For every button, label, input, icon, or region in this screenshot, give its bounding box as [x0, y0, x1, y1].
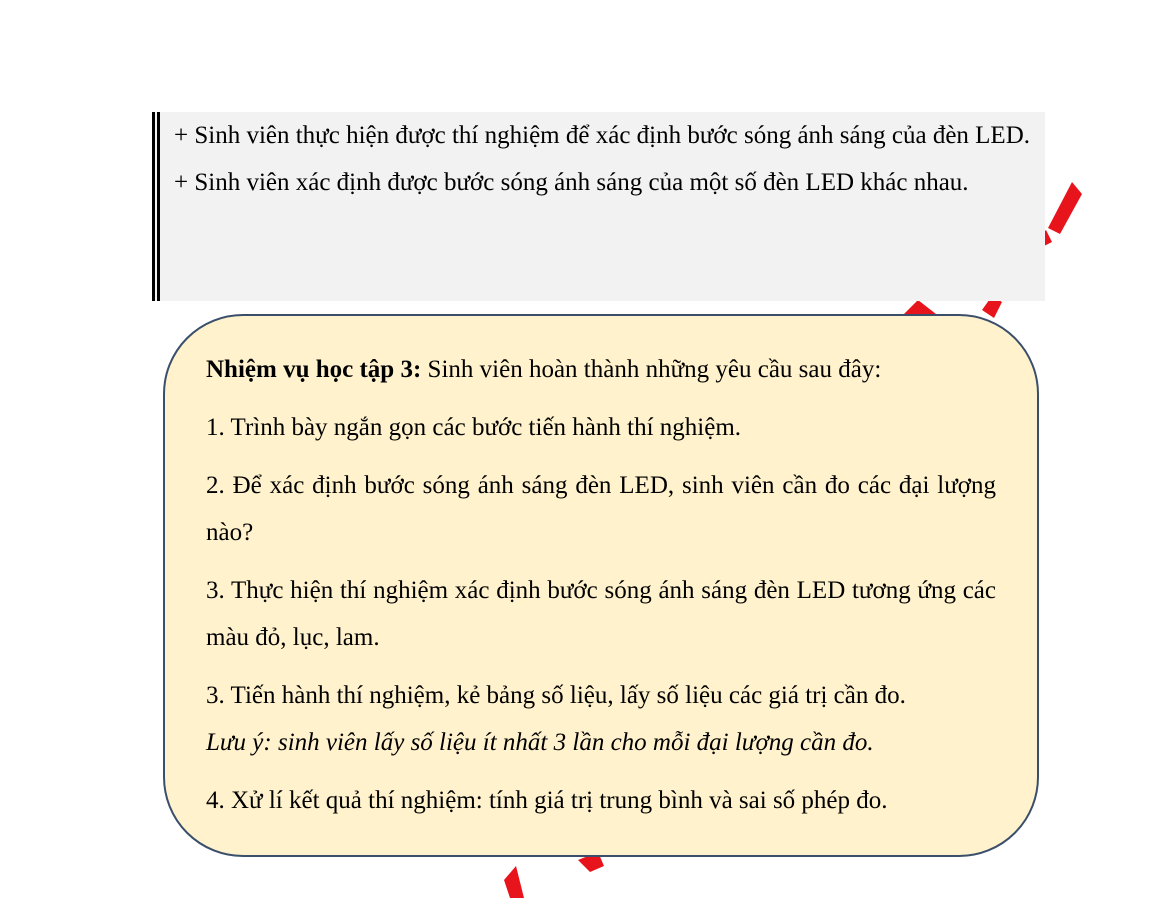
task-item-2: 2. Để xác định bước sóng ánh sáng đèn LED, sinh viên cần đo các đại lượng nào? [206, 472, 996, 546]
learning-task-box [163, 314, 1039, 857]
task-item-4-text: 3. Tiến hành thí nghiệm, kẻ bảng số liệu, lấy số liệu các giá trị cần đo. [206, 682, 906, 709]
task-content [206, 346, 996, 835]
task-heading-text: Sinh viên hoàn thành những yêu cầu sau đây: [421, 356, 882, 383]
objective-item: + Sinh viên thực hiện được thí nghiệm để xác định bước sóng ánh sáng của đèn LED. [174, 122, 1031, 149]
task-heading [206, 346, 996, 393]
objective-item: + Sinh viên xác định được bước sóng ánh sáng của một số đèn LED khác nhau. [174, 169, 969, 196]
learning-objectives-block [152, 112, 1045, 301]
task-item-3: 3. Thực hiện thí nghiệm xác định bước sóng ánh sáng đèn LED tương ứng các màu đỏ, lục, lam. [206, 577, 996, 651]
task-item-1: 1. Trình bày ngắn gọn các bước tiến hành thí nghiệm. [206, 414, 742, 441]
objectives-text [174, 112, 1033, 206]
task-item-4-note: Lưu ý: sinh viên lấy số liệu ít nhất 3 lần cho mỗi đại lượng cần đo. [206, 729, 874, 756]
task-item-5: 4. Xử lí kết quả thí nghiệm: tính giá trị trung bình và sai số phép đo. [206, 787, 888, 814]
task-item-4 [206, 672, 996, 766]
task-heading-label: Nhiệm vụ học tập 3: [206, 356, 422, 383]
